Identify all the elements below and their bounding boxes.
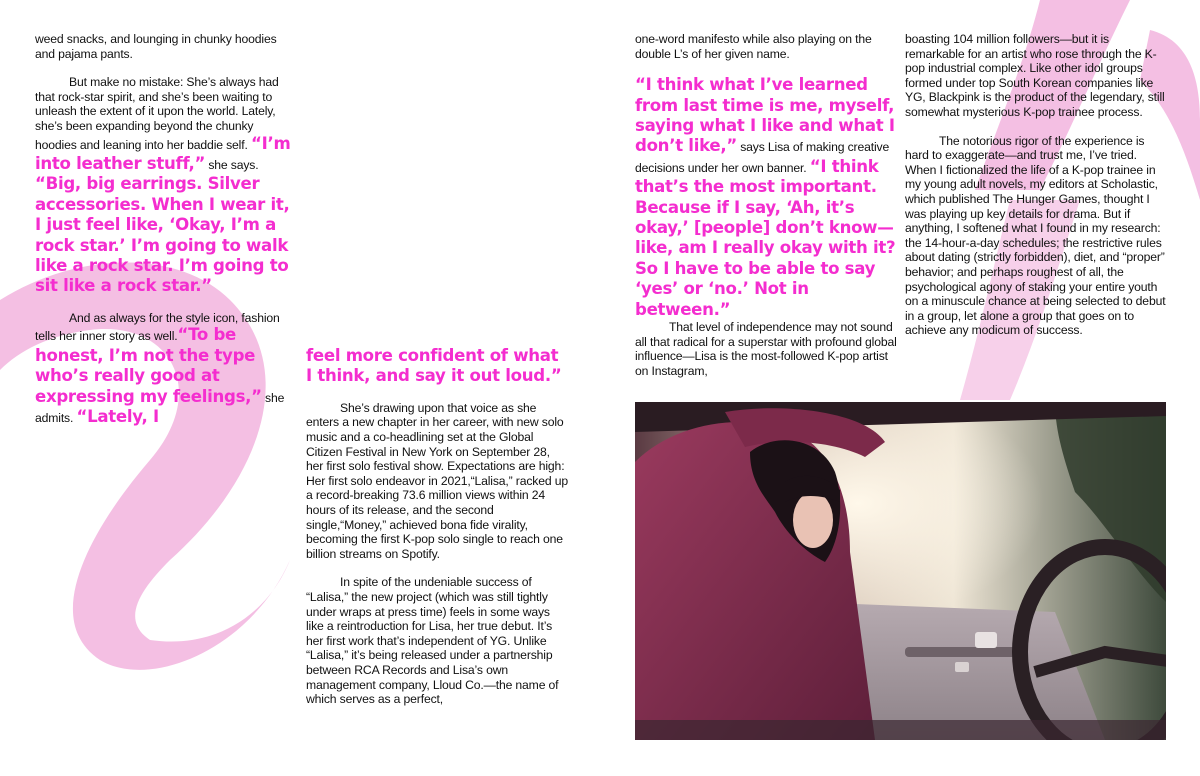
pull-quote-learned: “I think what I’ve learned from last time is me, myself, saying what I like and what I don’t like,” <box>635 75 895 156</box>
pull-quote-confident: feel more confident of what I think, and say it out loud.” <box>306 346 562 386</box>
pull-quote-lately: “Lately, I <box>76 407 159 427</box>
col4-paragraph-1: boasting 104 million followers—but it is remarkable for an artist who rose through the K-pop industrial complex. Like other idol groups formed under top South Korean companies like YG, Blackpink is the product of the legendary, still somewhat mysterious K-pop trainee process. <box>905 32 1165 119</box>
col1-admits: she admits. <box>35 390 285 426</box>
column-2 <box>306 346 568 707</box>
col3-paragraph-quote <box>635 75 897 320</box>
col1-paragraph-1: weed snacks, and lounging in chunky hoodies and pajama pants. <box>35 32 277 61</box>
photo-illustration <box>635 402 1166 740</box>
article-photo <box>635 402 1166 740</box>
col3-paragraph-2: That level of independence may not sound all that radical for a superstar with profound global influence—Lisa is the most-followed K-pop artist on Instagram, <box>635 320 897 378</box>
col4-paragraph-2: The notorious rigor of the experience is hard to exaggerate—and trust me, I’ve tried. When I fictionalized the life of a K-pop trainee in my young adult novels, my editors at Scholastic, which published The Hunger Games, thought I was playing up key details for drama. But if anything, I softened what I found in my research: the 14-hour-a-day schedules; the restrictive rules about dating (strictly forbidden), diet, and “proper” behavior; and perhaps roughest of all, the psychological agony of staking your entire youth on a minuscule chance at being selected to debut in a group, let alone a group that goes on to achieve any modicum of success. <box>905 133 1166 338</box>
column-1 <box>35 32 297 427</box>
pull-quote-honest: “To be honest, I’m not the type who’s really good at expressing my feelings,” <box>35 325 262 406</box>
col2-paragraph-2: In spite of the undeniable success of “Lalisa,” the new project (which was still tightly under wraps at press time) feels in some ways like a reintroduction for Lisa, her true debut. It’s her first work that’s independent of YG. Unlike “Lalisa,” it’s being released under a partnership between RCA Records and Lisa’s own management company, Lloud Co.—the name of which serves as a perfect, <box>306 575 559 707</box>
pull-quote-important: “I think that’s the most important. Because if I say, ‘Ah, it’s okay,’ [people] don’t know—like, am I really okay with it? So I have to be able to say ‘yes’ or ‘no.’ Not in between.” <box>635 156 896 319</box>
col1-paragraph-2-text: But make no mistake: She’s always had that rock-star spirit, and she’s been waiting to unleash the extent of it upon the world. Lately, she’s been expanding beyond the chunky hoodies and leaning into her baddie self. <box>35 75 279 152</box>
col1-paragraph-2 <box>35 75 297 297</box>
column-3 <box>635 32 897 378</box>
column-4 <box>905 32 1167 338</box>
col1-paragraph-3 <box>35 311 297 428</box>
pull-quote-leather: “I’m into leather stuff,” <box>35 133 291 173</box>
col1-says: she says. <box>208 157 259 172</box>
col3-says: says Lisa of making creative decisions under her own banner. <box>635 140 890 175</box>
col2-paragraph-1: She’s drawing upon that voice as she enters a new chapter in her career, with new solo music and a co-headlining set at the Global Citizen Festival in New York on September 28, her first solo festival show. Expectations are high: Her first solo endeavor in 2021,“Lalisa,” racked up a record-breaking 73.6 million views within 24 hours of its release, and the second single,“Money,” achieved bona fide virality, becoming the first K-pop solo single to reach one billion streams on Spotify. <box>306 400 568 561</box>
col1-paragraph-3-text: And as always for the style icon, fashion tells her inner story as well. <box>35 310 280 344</box>
col3-paragraph-1: one-word manifesto while also playing on the double L’s of her given name. <box>635 32 872 61</box>
pull-quote-rock-star: “Big, big earrings. Silver accessories. When I wear it, I just feel like, ‘Okay, I’m a rock star.’ I’m going to walk like a rock star. I’m going to sit like a rock star.” <box>35 174 290 296</box>
